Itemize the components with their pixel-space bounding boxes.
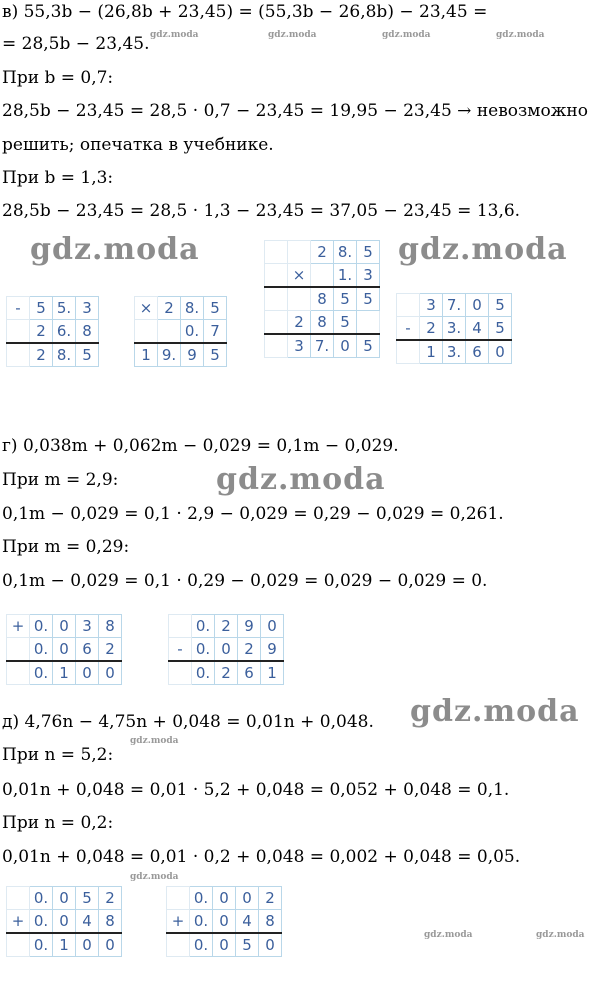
- digit-cell: 0.: [30, 638, 53, 662]
- digit-cell: 8: [311, 287, 334, 311]
- digit-cell: 2: [30, 320, 53, 344]
- digit-cell: 5: [334, 287, 357, 311]
- digit-cell: 1.: [334, 264, 357, 288]
- digit-cell: 0: [259, 933, 282, 957]
- digit-cell: 9: [261, 638, 284, 662]
- text-line: д) 4,76n − 4,75n + 0,048 = 0,01n + 0,048.: [2, 712, 374, 732]
- digit-cell: [397, 340, 420, 364]
- text-line: При m = 2,9:: [2, 470, 119, 490]
- text-line: г) 0,038m + 0,062m − 0,029 = 0,1m − 0,029.: [2, 436, 399, 456]
- digit-cell: [169, 615, 192, 638]
- digit-cell: 2: [215, 661, 238, 685]
- digit-cell: 9: [238, 615, 261, 638]
- digit-cell: [311, 264, 334, 288]
- digit-cell: [265, 264, 288, 288]
- digit-cell: [169, 661, 192, 685]
- text-line: При b = 1,3:: [2, 168, 114, 188]
- digit-cell: 0.: [192, 615, 215, 638]
- digit-cell: [397, 294, 420, 317]
- digit-cell: [135, 320, 158, 344]
- digit-cell: 2: [288, 311, 311, 335]
- digit-cell: [7, 320, 30, 344]
- digit-cell: 2: [158, 297, 181, 320]
- digit-cell: ×: [288, 264, 311, 288]
- digit-cell: 0: [489, 340, 512, 364]
- watermark: gdz.moda: [410, 694, 580, 729]
- digit-cell: 2: [259, 887, 282, 910]
- digit-cell: 8: [99, 615, 122, 638]
- watermark: gdz.moda: [382, 30, 431, 40]
- digit-cell: 1: [261, 661, 284, 685]
- digit-cell: 8.: [181, 297, 204, 320]
- text-line: в) 55,3b − (26,8b + 23,45) = (55,3b − 26,8b) − 23,45 =: [2, 2, 488, 22]
- digit-cell: 8.: [53, 343, 76, 367]
- digit-cell: 0: [53, 887, 76, 910]
- digit-cell: 0.: [30, 661, 53, 685]
- digit-cell: 5: [489, 317, 512, 341]
- digit-cell: 0: [53, 615, 76, 638]
- digit-cell: [7, 933, 30, 957]
- digit-cell: 5: [357, 287, 380, 311]
- digit-cell: [7, 343, 30, 367]
- digit-cell: 3: [357, 264, 380, 288]
- digit-cell: 0: [99, 661, 122, 685]
- column-subtraction: [396, 293, 512, 364]
- digit-cell: 0: [261, 615, 284, 638]
- digit-cell: 1: [420, 340, 443, 364]
- digit-cell: 8.: [334, 241, 357, 264]
- text-line: 0,1m − 0,029 = 0,1 · 2,9 − 0,029 = 0,29 − 0,029 = 0,261.: [2, 504, 504, 524]
- watermark: gdz.moda: [150, 30, 199, 40]
- column-multiplication: [134, 296, 227, 367]
- text-line: При b = 0,7:: [2, 68, 114, 88]
- digit-cell: -: [169, 638, 192, 662]
- digit-cell: 0.: [190, 933, 213, 957]
- digit-cell: [7, 887, 30, 910]
- digit-cell: 0: [76, 661, 99, 685]
- digit-cell: [288, 241, 311, 264]
- digit-cell: 5: [76, 887, 99, 910]
- digit-cell: [7, 638, 30, 662]
- digit-cell: 0: [215, 638, 238, 662]
- digit-cell: [158, 320, 181, 344]
- digit-cell: 9.: [158, 343, 181, 367]
- digit-cell: 7.: [311, 334, 334, 358]
- digit-cell: 2: [30, 343, 53, 367]
- digit-cell: 2: [238, 638, 261, 662]
- text-line: При m = 0,29:: [2, 537, 130, 557]
- digit-cell: 4: [76, 910, 99, 934]
- digit-cell: 8: [311, 311, 334, 335]
- digit-cell: 4: [466, 317, 489, 341]
- digit-cell: +: [167, 910, 190, 934]
- digit-cell: 3.: [443, 340, 466, 364]
- digit-cell: 2: [420, 317, 443, 341]
- digit-cell: 5: [204, 297, 227, 320]
- text-line: При n = 0,2:: [2, 813, 114, 833]
- digit-cell: [265, 334, 288, 358]
- digit-cell: 5: [357, 334, 380, 358]
- digit-cell: 6: [466, 340, 489, 364]
- watermark: gdz.moda: [424, 930, 473, 940]
- digit-cell: 8: [76, 320, 99, 344]
- digit-cell: 5: [236, 933, 259, 957]
- digit-cell: 0: [53, 910, 76, 934]
- digit-cell: 0: [76, 933, 99, 957]
- digit-cell: 6: [76, 638, 99, 662]
- digit-cell: 5: [357, 241, 380, 264]
- digit-cell: 0.: [190, 887, 213, 910]
- digit-cell: 2: [215, 615, 238, 638]
- text-line: 0,1m − 0,029 = 0,1 · 0,29 − 0,029 = 0,029 − 0,029 = 0.: [2, 571, 488, 591]
- watermark: gdz.moda: [216, 462, 386, 497]
- digit-cell: 0: [236, 887, 259, 910]
- digit-cell: 4: [236, 910, 259, 934]
- watermark: gdz.moda: [130, 872, 179, 882]
- digit-cell: +: [7, 615, 30, 638]
- digit-cell: -: [397, 317, 420, 341]
- watermark: gdz.moda: [536, 930, 585, 940]
- column-subtraction: [168, 614, 284, 685]
- digit-cell: 3.: [443, 317, 466, 341]
- digit-cell: [265, 241, 288, 264]
- digit-cell: 1: [53, 661, 76, 685]
- digit-cell: 5: [204, 343, 227, 367]
- digit-cell: 0: [213, 933, 236, 957]
- digit-cell: [288, 287, 311, 311]
- digit-cell: 5: [489, 294, 512, 317]
- column-subtraction: [6, 296, 99, 367]
- digit-cell: 2: [99, 638, 122, 662]
- watermark: gdz.moda: [496, 30, 545, 40]
- digit-cell: 0.: [190, 910, 213, 934]
- digit-cell: -: [7, 297, 30, 320]
- digit-cell: 0.: [30, 933, 53, 957]
- digit-cell: [7, 661, 30, 685]
- text-line: 0,01n + 0,048 = 0,01 · 0,2 + 0,048 = 0,002 + 0,048 = 0,05.: [2, 847, 521, 867]
- digit-cell: 0.: [30, 615, 53, 638]
- digit-cell: 0.: [192, 661, 215, 685]
- digit-cell: 3: [76, 615, 99, 638]
- digit-cell: [265, 311, 288, 335]
- digit-cell: 8: [259, 910, 282, 934]
- text-line: При n = 5,2:: [2, 745, 114, 765]
- digit-cell: 7.: [443, 294, 466, 317]
- text-line: 28,5b − 23,45 = 28,5 · 0,7 − 23,45 = 19,95 − 23,45 → невозможно: [2, 101, 588, 121]
- text-line: = 28,5b − 23,45.: [2, 34, 150, 54]
- digit-cell: 5.: [53, 297, 76, 320]
- digit-cell: 7: [204, 320, 227, 344]
- digit-cell: 0: [213, 910, 236, 934]
- column-multiplication: [264, 240, 380, 358]
- digit-cell: 0: [466, 294, 489, 317]
- digit-cell: 1: [135, 343, 158, 367]
- digit-cell: 3: [76, 297, 99, 320]
- digit-cell: 3: [420, 294, 443, 317]
- digit-cell: 5: [334, 311, 357, 335]
- digit-cell: ×: [135, 297, 158, 320]
- digit-cell: 0.: [30, 887, 53, 910]
- digit-cell: +: [7, 910, 30, 934]
- digit-cell: 2: [99, 887, 122, 910]
- digit-cell: 0.: [30, 910, 53, 934]
- text-line: 28,5b − 23,45 = 28,5 · 1,3 − 23,45 = 37,05 − 23,45 = 13,6.: [2, 201, 521, 221]
- digit-cell: 0: [334, 334, 357, 358]
- digit-cell: 0.: [192, 638, 215, 662]
- digit-cell: 2: [311, 241, 334, 264]
- digit-cell: [357, 311, 380, 335]
- column-addition: [6, 614, 122, 685]
- digit-cell: 3: [288, 334, 311, 358]
- digit-cell: 5: [30, 297, 53, 320]
- digit-cell: 0: [213, 887, 236, 910]
- column-addition: [166, 886, 282, 957]
- watermark: gdz.moda: [30, 232, 200, 267]
- watermark: gdz.moda: [130, 736, 179, 746]
- text-line: решить; опечатка в учебнике.: [2, 135, 274, 155]
- digit-cell: [265, 287, 288, 311]
- digit-cell: 0: [99, 933, 122, 957]
- digit-cell: 6: [238, 661, 261, 685]
- digit-cell: 0: [53, 638, 76, 662]
- digit-cell: 9: [181, 343, 204, 367]
- digit-cell: 5: [76, 343, 99, 367]
- watermark: gdz.moda: [398, 232, 568, 267]
- column-addition: [6, 886, 122, 957]
- watermark: gdz.moda: [268, 30, 317, 40]
- text-line: 0,01n + 0,048 = 0,01 · 5,2 + 0,048 = 0,052 + 0,048 = 0,1.: [2, 780, 510, 800]
- digit-cell: 8: [99, 910, 122, 934]
- digit-cell: [167, 933, 190, 957]
- digit-cell: 6.: [53, 320, 76, 344]
- digit-cell: 0.: [181, 320, 204, 344]
- digit-cell: 1: [53, 933, 76, 957]
- digit-cell: [167, 887, 190, 910]
